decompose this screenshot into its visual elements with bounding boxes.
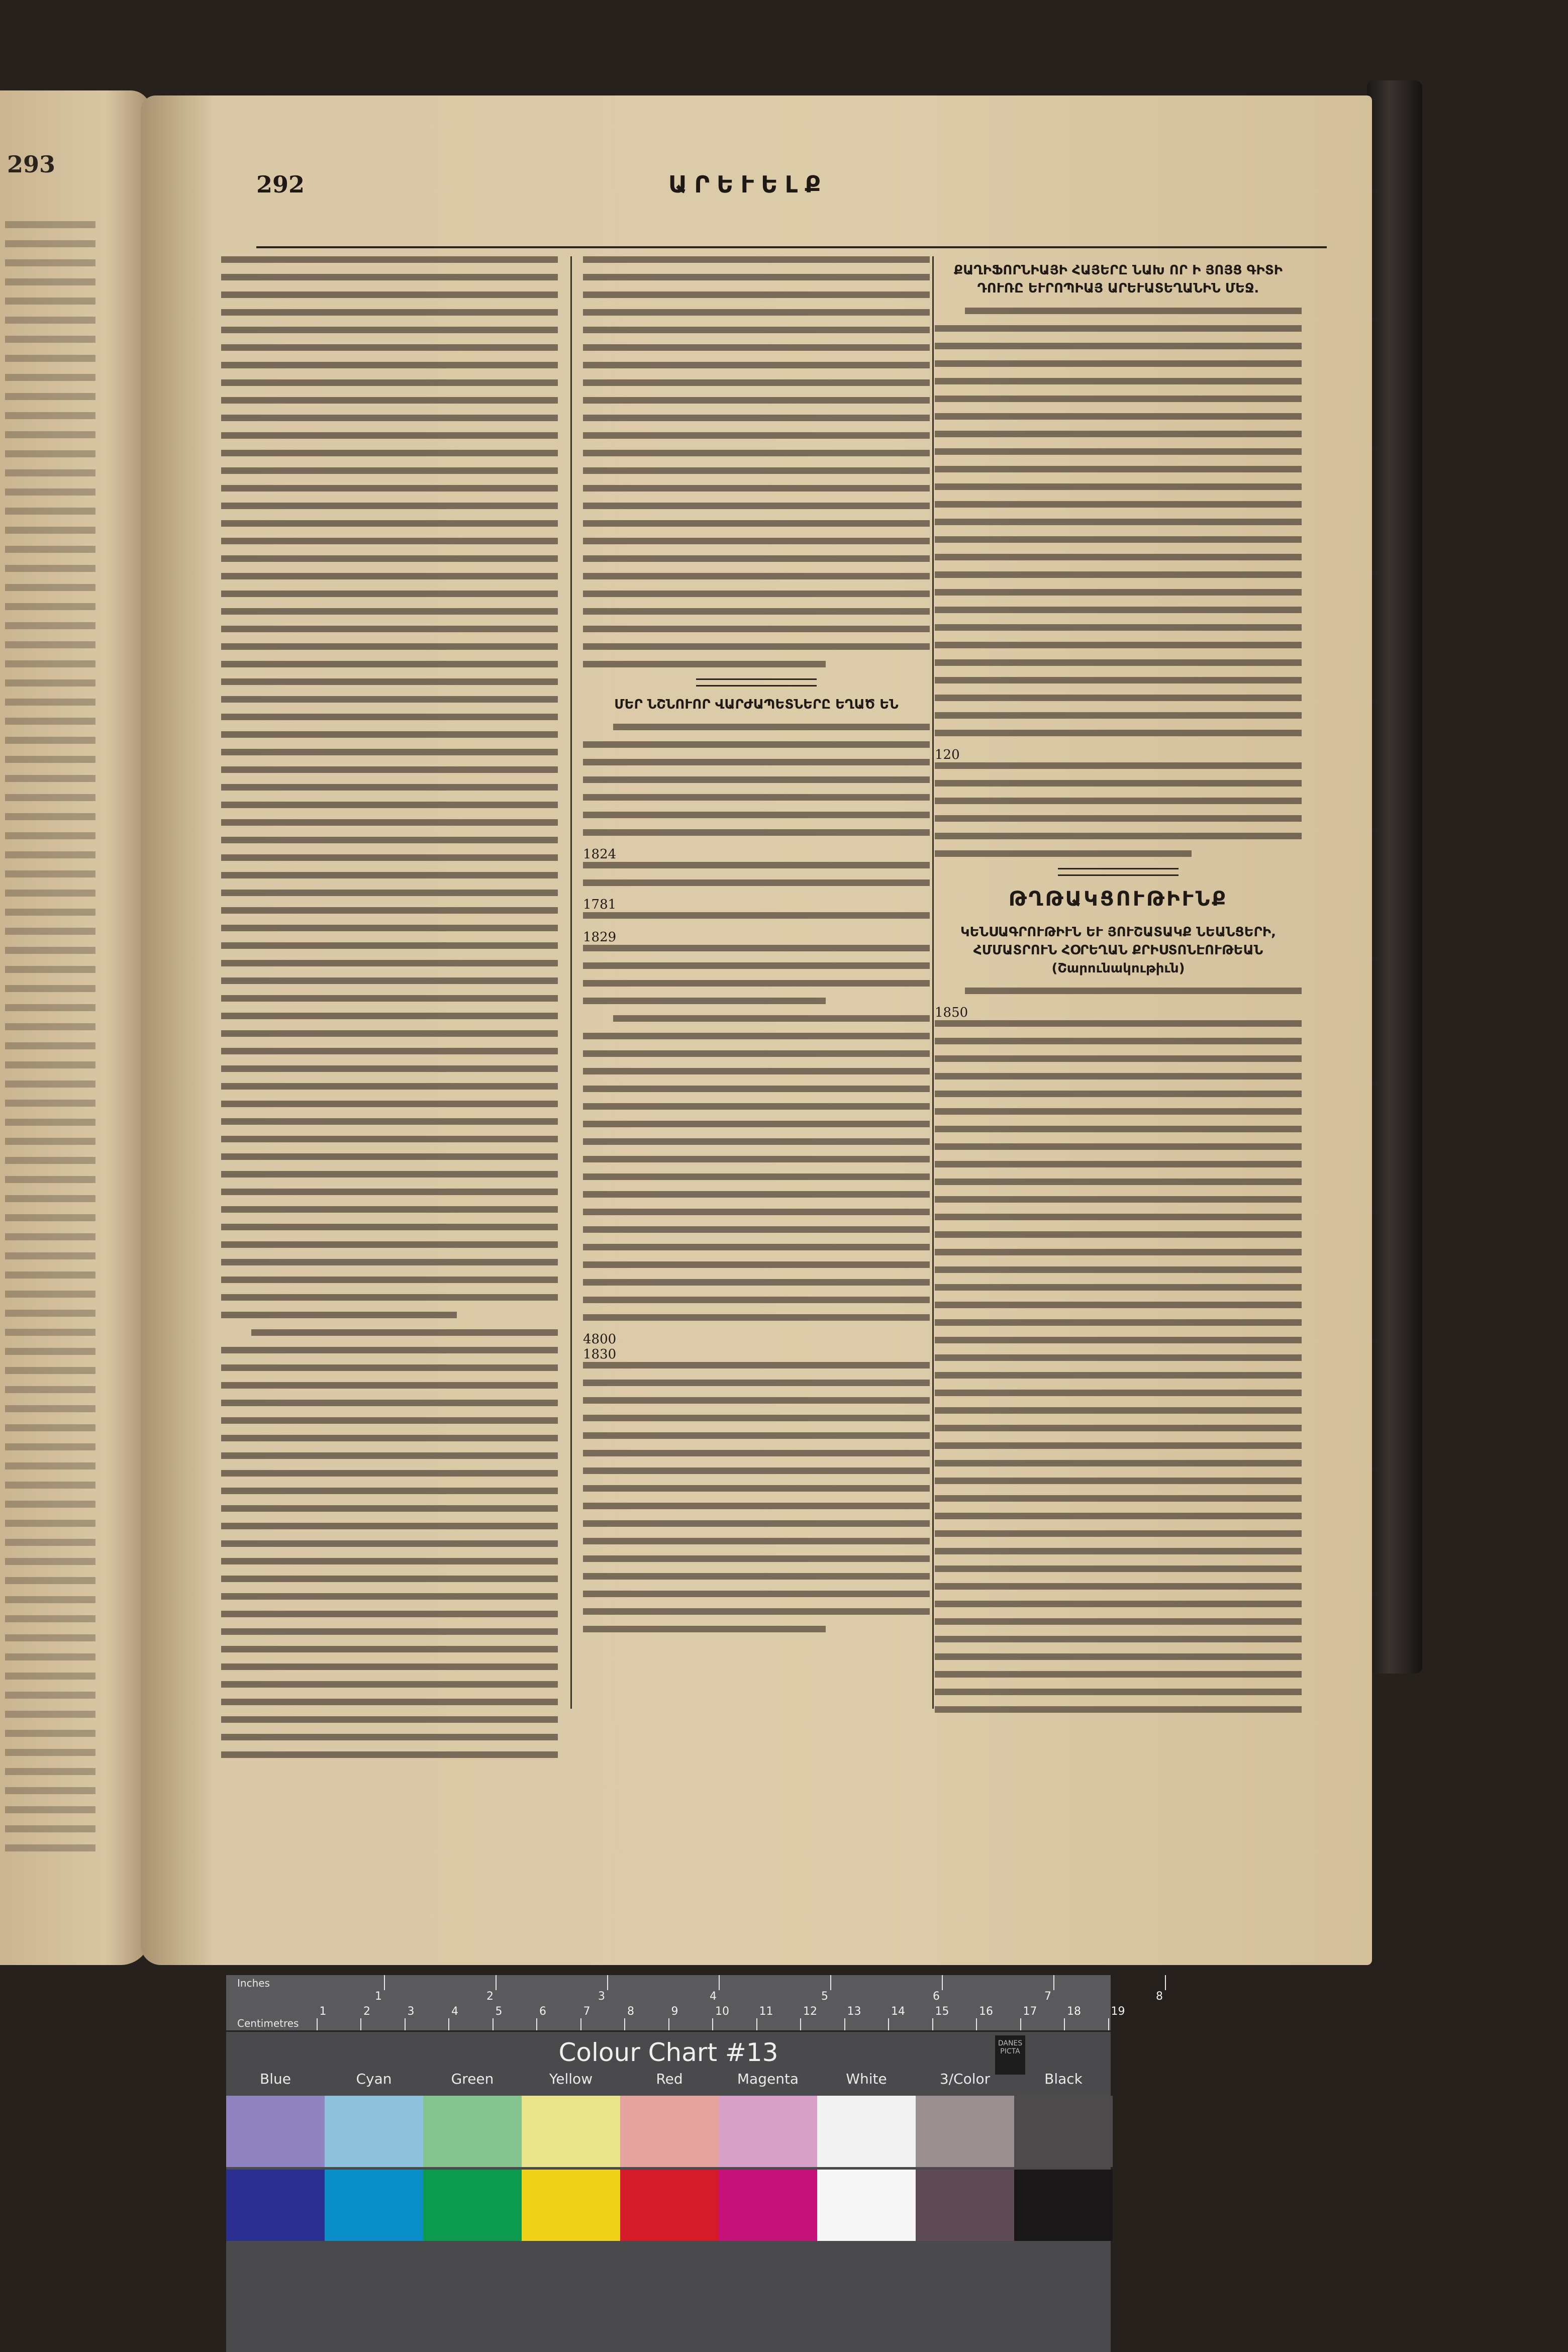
cm-number: 12 [803, 2005, 817, 2018]
swatch-label: 3/Color [939, 2071, 991, 2087]
swatch-light [1014, 2096, 1113, 2167]
cm-number: 3 [407, 2005, 415, 2018]
cm-tick [976, 2018, 977, 2030]
swatch-label: Blue [260, 2071, 291, 2087]
year-1781: 1781 [583, 897, 617, 912]
section-heading-teachers: ՄԵՐ ՆՇՆՈՒՈՐ ՎԱՐԺԱՊԵՏՆԵՐԸ ԵՂԱԾ ԵՆ [614, 697, 899, 712]
swatch-label: Red [656, 2071, 683, 2087]
cm-number: 10 [715, 2005, 729, 2018]
cm-number: 18 [1067, 2005, 1081, 2018]
section-subheading-biography: ԿԵՆՍԱԳՐՈՒԹԻՒՆ ԵՒ ՅՈՒՇԱՏԱԿՔ ՆԵԱՆՑԵՐԻ, ՀՄՄԱՏՐՈՒՆ ՀՕՐԵՂԱՆ ՔՐԻՍՏՈՆԷՈՒԹԵԱՆ (Շարունակութիւն) [960, 925, 1277, 976]
section-ornament [696, 678, 817, 687]
swatch-dark [226, 2170, 325, 2241]
swatch-label: Yellow [549, 2071, 593, 2087]
cm-tick [360, 2018, 361, 2030]
left-page-text-edge [5, 221, 95, 1864]
colour-chart [226, 1975, 1163, 2352]
right-page [141, 95, 1372, 1965]
year-1829: 1829 [583, 930, 617, 945]
cm-tick [624, 2018, 625, 2030]
cm-number: 6 [539, 2005, 546, 2018]
swatch-label: White [846, 2071, 887, 2087]
swatch-light [423, 2096, 522, 2167]
cm-tick [1020, 2018, 1021, 2030]
inch-number: 2 [486, 1990, 494, 2003]
ruler-centimetres-label: Centimetres [237, 2017, 299, 2029]
cm-number: 5 [495, 2005, 503, 2018]
inch-number: 3 [598, 1990, 605, 2003]
ruler-inches-label: Inches [237, 1977, 270, 1989]
cm-tick [1108, 2018, 1109, 2030]
inch-number: 6 [933, 1990, 940, 2003]
left-page-number: 293 [7, 151, 56, 178]
swatch-light [817, 2096, 916, 2167]
inch-tick [830, 1975, 831, 1990]
chart-logo: DANES PICTA [995, 2035, 1025, 2075]
cm-tick [317, 2018, 318, 2030]
cm-number: 9 [671, 2005, 678, 2018]
swatch-dark [1014, 2170, 1113, 2241]
swatch-label: Green [451, 2071, 494, 2087]
swatch-label: Magenta [737, 2071, 799, 2087]
cm-tick [405, 2018, 406, 2030]
cm-tick [448, 2018, 449, 2030]
inch-tick [942, 1975, 943, 1990]
cm-tick [844, 2018, 845, 2030]
swatch-dark [620, 2170, 719, 2241]
book-binding [1367, 80, 1422, 1674]
cm-number: 16 [979, 2005, 993, 2018]
swatch-dark [817, 2170, 916, 2241]
cm-number: 17 [1023, 2005, 1037, 2018]
swatch-label: Black [1044, 2071, 1083, 2087]
swatch-dark [719, 2170, 817, 2241]
inch-tick [384, 1975, 385, 1990]
swatch-light [916, 2096, 1014, 2167]
text-column-3 [935, 256, 1302, 1764]
swatch-label: Cyan [356, 2071, 392, 2087]
cm-tick [580, 2018, 581, 2030]
cm-number: 11 [759, 2005, 773, 2018]
inch-number: 7 [1044, 1990, 1051, 2003]
inch-number: 1 [375, 1990, 382, 2003]
cm-number: 4 [451, 2005, 458, 2018]
cm-number: 13 [847, 2005, 861, 2018]
inch-tick [719, 1975, 720, 1990]
left-page [0, 90, 151, 1965]
column-rule-2 [932, 256, 934, 1709]
year-1850: 1850 [935, 1005, 968, 1020]
number-120: 120 [935, 747, 960, 762]
section-heading-california: ՔԱՂԻՖՈՐՆԻԱՅԻ ՀԱՅԵՐԸ ՆԱԽ ՈՐ Ի ՅՈՅՑ ԳԻՏԻ ԴՈՒՌԸ ԵՒՐՈՊԻԱՅ ԱՐԵՒԱՏԵՂԱՆԻՆ ՄԵՋ. [953, 263, 1283, 296]
year-1830: 1830 [583, 1347, 617, 1362]
cm-number: 14 [891, 2005, 905, 2018]
cm-number: 8 [627, 2005, 634, 2018]
text-column-1 [221, 256, 558, 1764]
cm-number: 19 [1111, 2005, 1125, 2018]
cm-tick [712, 2018, 713, 2030]
cm-tick [800, 2018, 801, 2030]
page-header [256, 171, 1327, 248]
cm-tick [493, 2018, 494, 2030]
swatch-labels [226, 2071, 1111, 2091]
cm-number: 7 [583, 2005, 591, 2018]
cm-tick [668, 2018, 669, 2030]
year-1824: 1824 [583, 847, 617, 862]
swatch-light [226, 2096, 325, 2167]
inch-number: 5 [821, 1990, 828, 2003]
swatch-light [719, 2096, 817, 2167]
cm-tick [756, 2018, 757, 2030]
swatch-light [620, 2096, 719, 2167]
section-heading-letters: ԹՂԹԱԿՑՈՒԹԻՒՆՔ [1008, 888, 1228, 911]
inch-number: 4 [710, 1990, 717, 2003]
inch-tick [607, 1975, 608, 1990]
swatch-dark [325, 2170, 423, 2241]
cm-number: 2 [363, 2005, 370, 2018]
cm-tick [536, 2018, 537, 2030]
colour-chart-title: Colour Chart #13 [558, 2038, 778, 2067]
swatch-dark [522, 2170, 620, 2241]
swatch-light [522, 2096, 620, 2167]
cm-tick [888, 2018, 889, 2030]
cm-number: 15 [935, 2005, 949, 2018]
inch-number: 8 [1156, 1990, 1163, 2003]
inch-tick [1165, 1975, 1166, 1990]
right-page-number: 292 [256, 171, 305, 198]
cm-number: 1 [319, 2005, 327, 2018]
swatch-dark [916, 2170, 1014, 2241]
year-4800: 4800 [583, 1332, 617, 1347]
swatch-dark [423, 2170, 522, 2241]
cm-tick [932, 2018, 933, 2030]
swatch-light [325, 2096, 423, 2167]
text-column-2 [583, 256, 930, 1764]
measurement-ruler [226, 1975, 1163, 2032]
inch-tick [1053, 1975, 1054, 1990]
column-rule-1 [570, 256, 572, 1709]
inch-tick [496, 1975, 497, 1990]
section-ornament-2 [1058, 868, 1179, 876]
running-title: ԱՐԵՒԵԼՔ [668, 171, 828, 198]
cm-tick [1064, 2018, 1065, 2030]
